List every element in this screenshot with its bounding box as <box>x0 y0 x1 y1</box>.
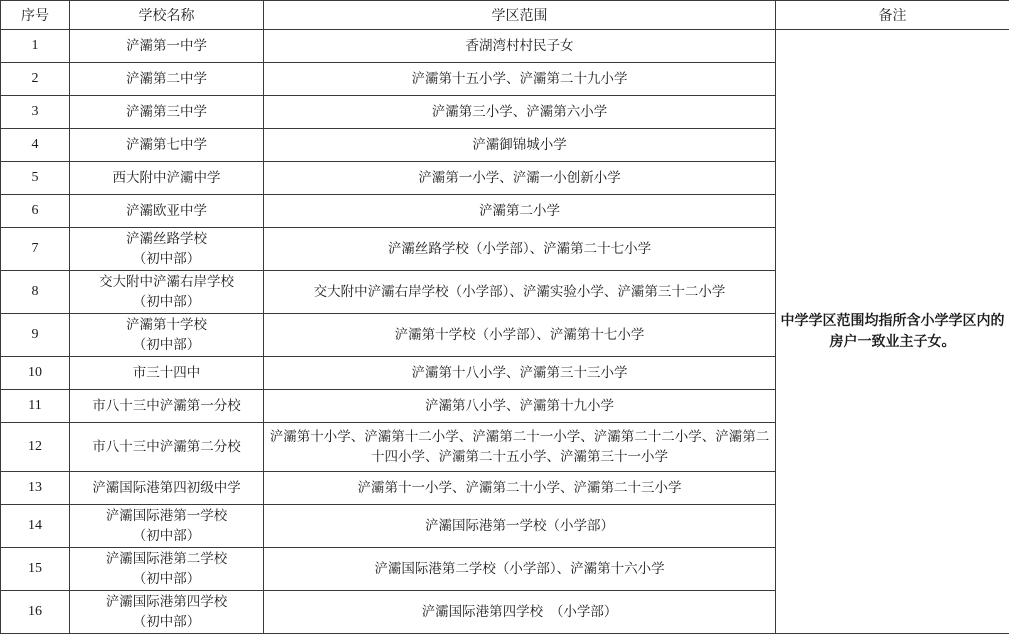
row-school <box>70 228 264 271</box>
row-no: 5 <box>1 162 70 195</box>
school-name: 浐灞国际港第二学校 <box>105 551 228 567</box>
row-district: 浐灞第十学校（小学部）、浐灞第十七小学 <box>264 314 776 357</box>
row-no: 13 <box>1 472 70 505</box>
school-name: 浐灞第七中学 <box>126 137 207 153</box>
school-name: 浐灞国际港第四学校 <box>105 594 228 610</box>
row-no: 9 <box>1 314 70 357</box>
school-section: （初中部） <box>132 614 201 630</box>
school-name: 浐灞第三中学 <box>126 104 207 120</box>
row-school <box>70 96 264 129</box>
school-name: 浐灞丝路学校 <box>126 231 207 247</box>
row-school <box>70 30 264 63</box>
row-district: 浐灞第十一小学、浐灞第二十小学、浐灞第二十三小学 <box>264 472 776 505</box>
school-name: 市八十三中浐灞第二分校 <box>92 439 241 455</box>
header-no: 序号 <box>1 1 70 30</box>
school-section: （初中部） <box>132 251 201 267</box>
row-no: 11 <box>1 390 70 423</box>
row-district: 浐灞第八小学、浐灞第十九小学 <box>264 390 776 423</box>
row-school <box>70 591 264 634</box>
row-district: 交大附中浐灞右岸学校（小学部）、浐灞实验小学、浐灞第三十二小学 <box>264 271 776 314</box>
table-row <box>1 30 1009 63</box>
row-school <box>70 548 264 591</box>
row-school <box>70 271 264 314</box>
row-school <box>70 423 264 472</box>
row-no: 1 <box>1 30 70 63</box>
row-school <box>70 390 264 423</box>
row-no: 3 <box>1 96 70 129</box>
row-no: 6 <box>1 195 70 228</box>
row-school <box>70 472 264 505</box>
school-name: 西大附中浐灞中学 <box>112 170 221 186</box>
row-school <box>70 195 264 228</box>
row-district: 浐灞国际港第四学校 （小学部） <box>264 591 776 634</box>
row-district: 浐灞第十小学、浐灞第十二小学、浐灞第二十一小学、浐灞第二十二小学、浐灞第二十四小学、浐灞第二十五小学、浐灞第三十一小学 <box>264 423 776 472</box>
school-name: 浐灞欧亚中学 <box>126 203 207 219</box>
row-district: 浐灞御锦城小学 <box>264 129 776 162</box>
row-school <box>70 357 264 390</box>
school-name: 浐灞第十学校 <box>126 317 207 333</box>
row-district: 浐灞第一小学、浐灞一小创新小学 <box>264 162 776 195</box>
row-school <box>70 63 264 96</box>
row-school <box>70 162 264 195</box>
row-no: 8 <box>1 271 70 314</box>
row-district: 香湖湾村村民子女 <box>264 30 776 63</box>
school-name: 市三十四中 <box>132 365 201 381</box>
row-district: 浐灞第二小学 <box>264 195 776 228</box>
school-name: 浐灞第一中学 <box>126 38 207 54</box>
school-name: 浐灞第二中学 <box>126 71 207 87</box>
row-no: 4 <box>1 129 70 162</box>
row-district: 浐灞国际港第二学校（小学部）、浐灞第十六小学 <box>264 548 776 591</box>
row-school <box>70 314 264 357</box>
row-no: 14 <box>1 505 70 548</box>
school-section: （初中部） <box>132 571 201 587</box>
row-no: 10 <box>1 357 70 390</box>
row-no: 7 <box>1 228 70 271</box>
header-school: 学校名称 <box>70 1 264 30</box>
row-no: 2 <box>1 63 70 96</box>
school-section: （初中部） <box>132 294 201 310</box>
school-name: 交大附中浐灞右岸学校 <box>99 274 234 290</box>
row-district: 浐灞第十八小学、浐灞第三十三小学 <box>264 357 776 390</box>
school-name: 浐灞国际港第四初级中学 <box>92 480 241 496</box>
school-section: （初中部） <box>132 337 201 353</box>
row-no: 15 <box>1 548 70 591</box>
row-district: 浐灞第三小学、浐灞第六小学 <box>264 96 776 129</box>
row-no: 12 <box>1 423 70 472</box>
row-district: 浐灞丝路学校（小学部）、浐灞第二十七小学 <box>264 228 776 271</box>
school-name: 市八十三中浐灞第一分校 <box>92 398 241 414</box>
school-section: （初中部） <box>132 528 201 544</box>
row-no: 16 <box>1 591 70 634</box>
row-district: 浐灞第十五小学、浐灞第二十九小学 <box>264 63 776 96</box>
header-remark: 备注 <box>776 1 1009 30</box>
school-name: 浐灞国际港第一学校 <box>105 508 228 524</box>
header-row <box>1 1 1009 30</box>
row-school <box>70 129 264 162</box>
header-district: 学区范围 <box>264 1 776 30</box>
row-district: 浐灞国际港第一学校（小学部） <box>264 505 776 548</box>
remark-cell: 中学学区范围均指所含小学学区内的房户一致业主子女。 <box>776 30 1009 634</box>
row-school <box>70 505 264 548</box>
